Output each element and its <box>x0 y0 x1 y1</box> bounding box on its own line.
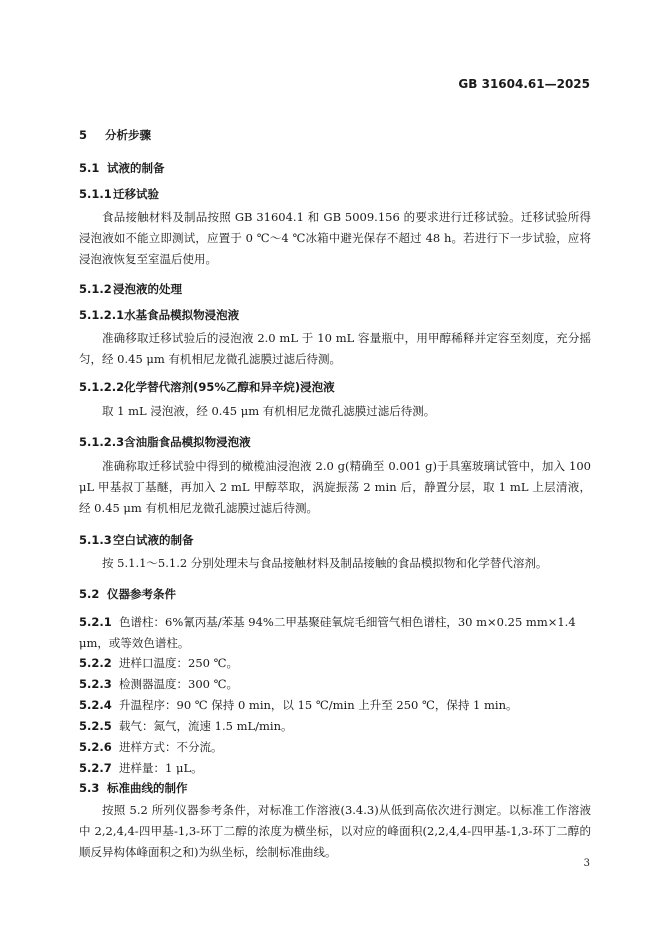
heading-5-1-2-1: 5.1.2.1水基食品模拟物浸泡液 <box>79 308 240 322</box>
standard-number: GB 31604.61—2025 <box>458 77 590 91</box>
paragraph-5-1-2-3: 准确称取迁移试验中得到的橄榄油浸泡液 2.0 g(精确至 0.001 g)于具塞玻璃试管中，加入 100 μL 甲基叔丁基醚，再加入 2 mL 甲醇萃取，涡旋振荡 2 min 后，静置分层，取 1 mL 上层清液，经 0.45 μm 有机相尼龙微孔滤膜过滤后待测。 <box>79 459 591 515</box>
condition-item-5-2-6: 5.2.6 进样方式：不分流。 <box>79 740 223 754</box>
heading-5-1-2-2: 5.1.2.2化学替代溶剂(95%乙醇和异辛烷)浸泡液 <box>79 380 335 394</box>
condition-item-5-2-3: 5.2.3 检测器温度：300 ℃。 <box>79 677 238 691</box>
paragraph-5-3: 按照 5.2 所列仪器参考条件，对标准工作溶液(3.4.3)从低到高依次进行测定。以标准工作溶液中 2,2,4,4-四甲基-1,3-环丁二醇的浓度为横坐标，以对应的峰面积(2,2,4,4-四甲基-1,3-环丁二醇的顺反异构体峰面积之和)为纵坐标，绘制标准曲线。 <box>79 803 591 859</box>
heading-5-1-1: 5.1.1迁移试验 <box>79 187 159 201</box>
paragraph-5-1-2-1: 准确移取迁移试验后的浸泡液 2.0 mL 于 10 mL 容量瓶中，用甲醇稀释并定容至刻度，充分摇匀，经 0.45 μm 有机相尼龙微孔滤膜过滤后待测。 <box>79 331 591 366</box>
heading-5-1-2: 5.1.2浸泡液的处理 <box>79 282 182 296</box>
condition-item-5-2-4: 5.2.4 升温程序：90 ℃ 保持 0 min，以 15 ℃/min 上升至 250 ℃，保持 1 min。 <box>79 698 518 712</box>
condition-item-5-2-1: 5.2.1 色谱柱：6%氰丙基/苯基 94%二甲基聚硅氧烷毛细管气相色谱柱，30 m×0.25 mm×1.4 μm，或等效色谱柱。 <box>79 615 576 650</box>
condition-item-5-2-5: 5.2.5 载气：氮气，流速 1.5 mL/min。 <box>79 719 293 733</box>
heading-5-3: 5.3 标准曲线的制作 <box>79 781 188 795</box>
condition-item-5-2-2: 5.2.2 进样口温度：250 ℃。 <box>79 656 238 670</box>
paragraph-5-1-3: 按 5.1.1～5.1.2 分别处理未与食品接触材料及制品接触的食品模拟物和化学替代溶剂。 <box>102 556 548 570</box>
page-number: 3 <box>583 858 590 869</box>
heading-5-1-3: 5.1.3空白试液的制备 <box>79 533 194 547</box>
heading-5: 5 分析步骤 <box>79 128 151 142</box>
paragraph-5-1-1: 食品接触材料及制品按照 GB 31604.1 和 GB 5009.156 的要求进行迁移试验。迁移试验所得浸泡液如不能立即测试，应置于 0 ℃～4 ℃冰箱中避光保存不超过 48 h。若进行下一步试验，应将浸泡液恢复至室温后使用。 <box>79 210 591 266</box>
heading-5-2: 5.2 仪器参考条件 <box>79 587 176 601</box>
heading-5-1-2-3: 5.1.2.3含油脂食品模拟物浸泡液 <box>79 435 251 449</box>
condition-item-5-2-7: 5.2.7 进样量：1 μL。 <box>79 761 203 775</box>
heading-5-1: 5.1 试液的制备 <box>79 161 165 175</box>
paragraph-5-1-2-2: 取 1 mL 浸泡液，经 0.45 μm 有机相尼龙微孔滤膜过滤后待测。 <box>102 404 436 418</box>
